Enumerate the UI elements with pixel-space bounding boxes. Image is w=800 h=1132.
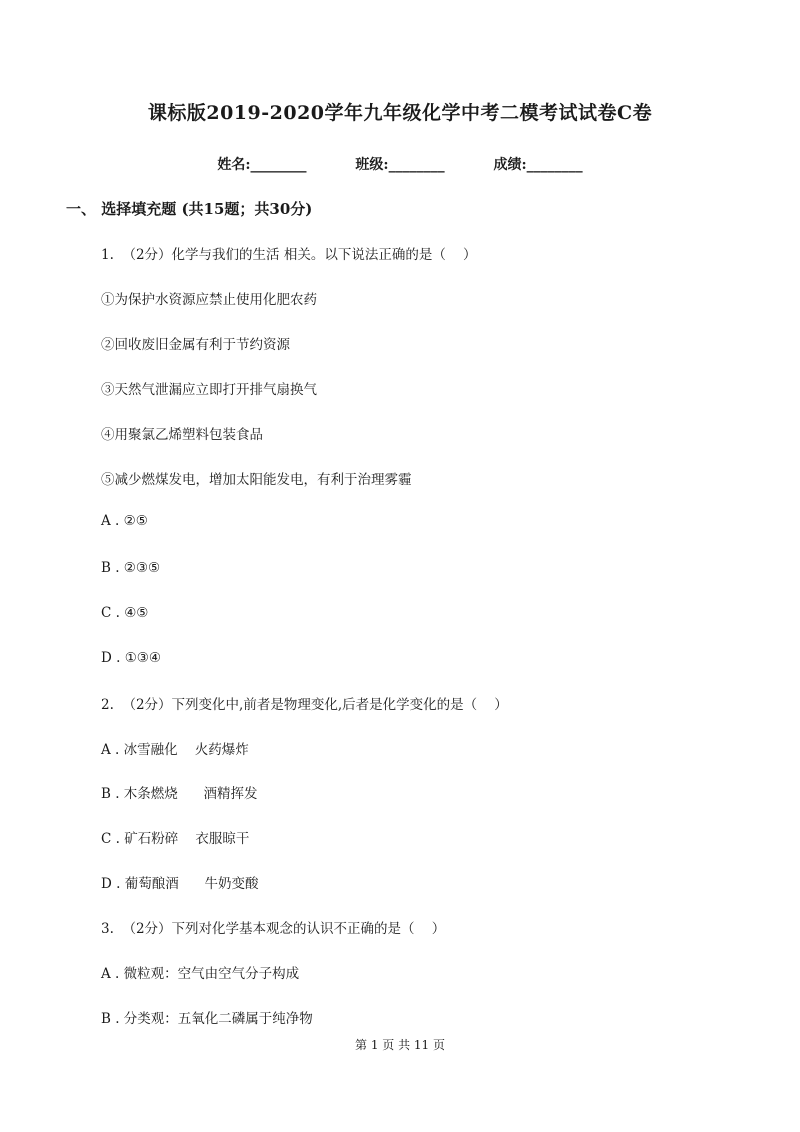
q2-option-d: D . 葡萄酿酒 牛奶变酸 — [101, 876, 259, 892]
score-field: 成绩:________ — [493, 157, 583, 173]
q3-option-b: B . 分类观：五氧化二磷属于纯净物 — [101, 1011, 313, 1027]
q1-option-a: A . ②⑤ — [101, 513, 148, 529]
q1-option-d: D . ①③④ — [101, 650, 162, 666]
name-field: 姓名:________ — [217, 157, 307, 173]
section-heading: 一、 选择填充题 (共15题；共30分) — [66, 200, 313, 218]
question-2: 2. （2分）下列变化中,前者是物理变化,后者是化学变化的是（ ） — [101, 697, 508, 713]
q1-option-c: C . ④⑤ — [101, 605, 149, 621]
page-footer: 第 1 页 共 11 页 — [355, 1038, 445, 1052]
statement-1: ①为保护水资源应禁止使用化肥农药 — [101, 292, 317, 308]
q3-option-a: A . 微粒观：空气由空气分子构成 — [101, 966, 300, 982]
statement-2: ②回收废旧金属有利于节约资源 — [101, 337, 290, 353]
student-info-row — [0, 154, 800, 174]
question-1: 1. （2分）化学与我们的生活 相关。以下说法正确的是（ ） — [101, 247, 477, 263]
q2-option-b: B . 木条燃烧 酒精挥发 — [101, 786, 258, 802]
class-field: 班级:________ — [355, 157, 445, 173]
q1-option-b: B . ②③⑤ — [101, 560, 161, 576]
question-3: 3. （2分）下列对化学基本观念的认识不正确的是（ ） — [101, 921, 446, 937]
statement-5: ⑤减少燃煤发电，增加太阳能发电，有利于治理雾霾 — [101, 472, 412, 488]
page-title: 课标版2019-2020学年九年级化学中考二模考试试卷C卷 — [147, 102, 653, 124]
q2-option-a: A . 冰雪融化 火药爆炸 — [101, 742, 249, 758]
q2-option-c: C . 矿石粉碎 衣服晾干 — [101, 831, 250, 847]
statement-3: ③天然气泄漏应立即打开排气扇换气 — [101, 382, 317, 398]
statement-4: ④用聚氯乙烯塑料包装食品 — [101, 427, 263, 443]
